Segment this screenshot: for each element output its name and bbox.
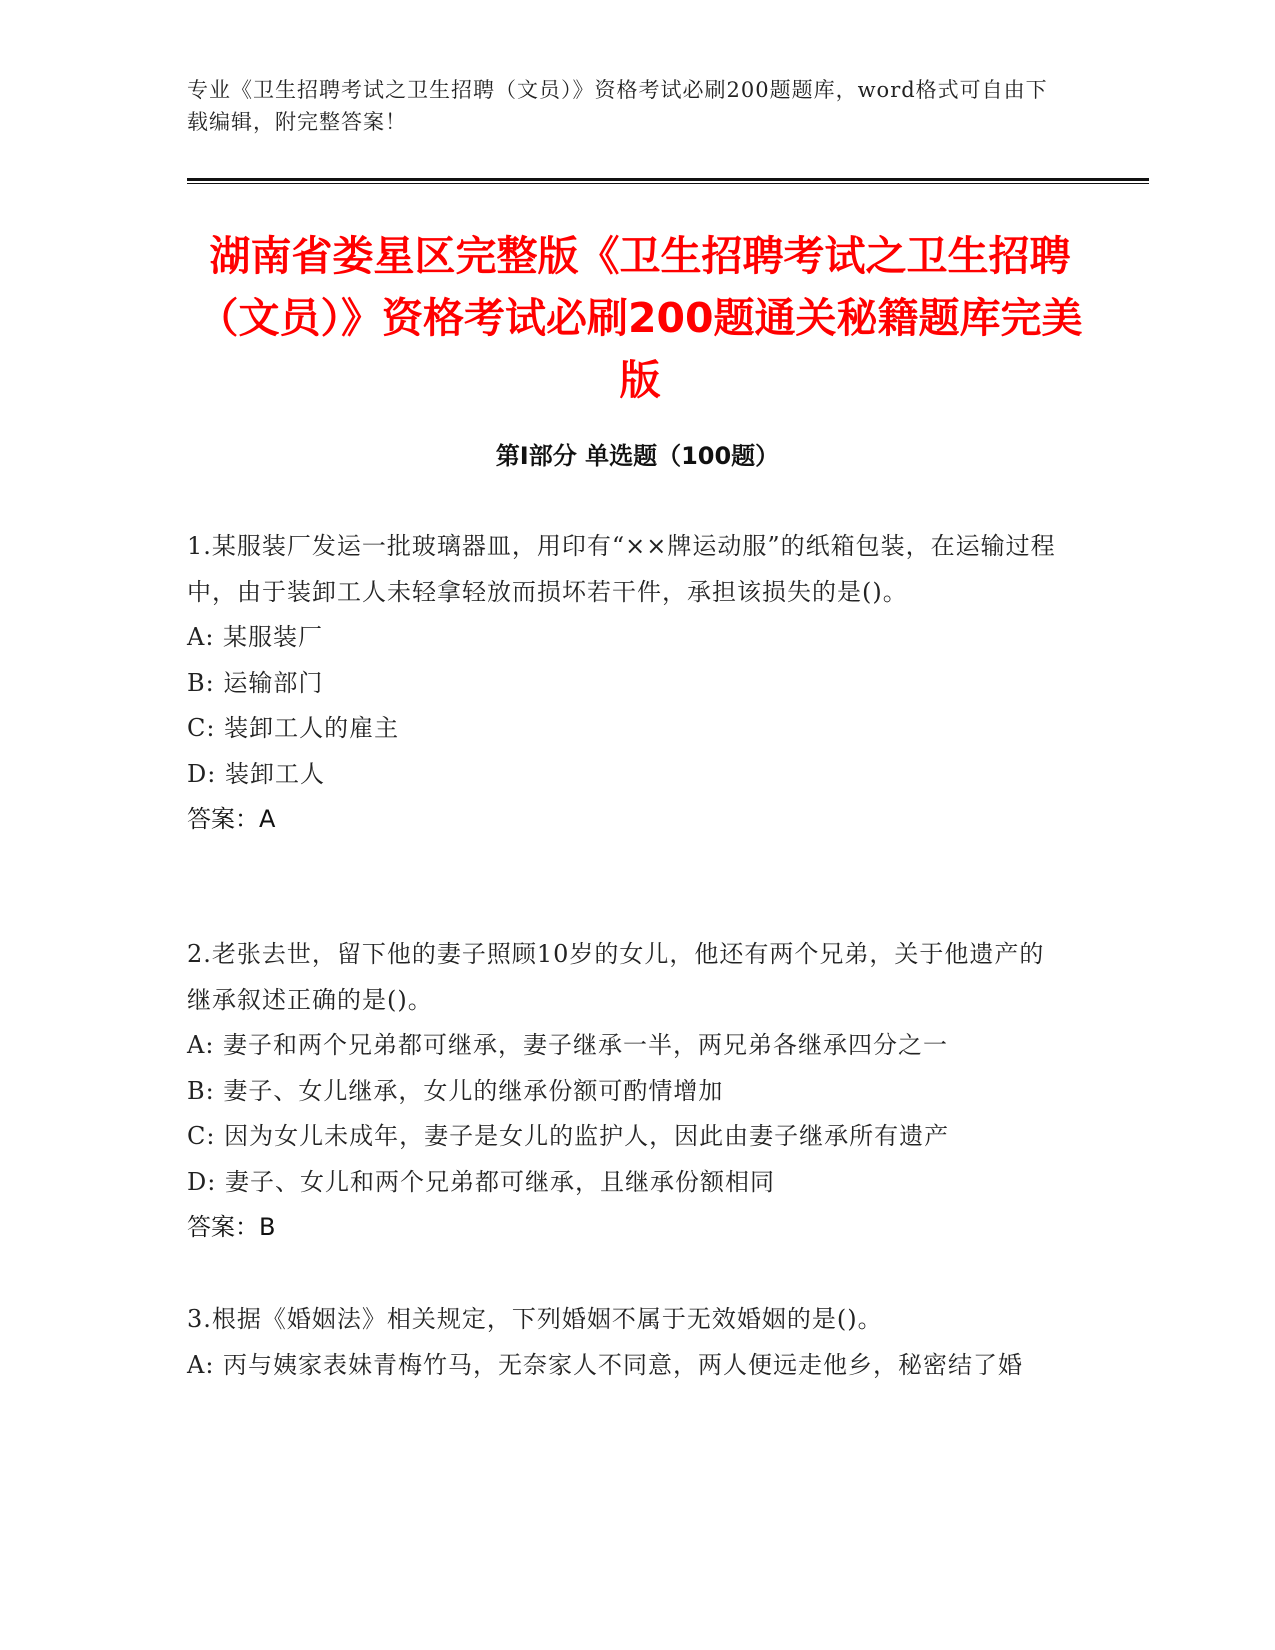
option-d: D: 装卸工人 xyxy=(187,759,325,788)
option-d: D: 妻子、女儿和两个兄弟都可继承，且继承份额相同 xyxy=(187,1167,775,1196)
question-stem: 1.某服装厂发运一批玻璃器皿，用印有“××牌运动服”的纸箱包装，在运输过程中，由于装卸工人未轻拿轻放而损坏若干件，承担该损失的是()。 xyxy=(187,532,1056,606)
question-stem: 2.老张去世，留下他的妻子照顾10岁的女儿，他还有两个兄弟，关于他遗产的继承叙述正确的是()。 xyxy=(187,940,1045,1014)
document-title: 湖南省娄星区完整版《卫生招聘考试之卫生招聘（文员）》资格考试必刷200题通关秘籍题库完美版 xyxy=(197,232,1083,404)
question-3 xyxy=(187,1297,1067,1388)
header-divider-thin xyxy=(187,183,1149,184)
header-divider-thick xyxy=(187,178,1149,181)
option-b: B: 妻子、女儿继承，女儿的继承份额可酌情增加 xyxy=(187,1076,724,1105)
section-heading: 第I部分 单选题（100题） xyxy=(495,442,780,470)
option-b: B: 运输部门 xyxy=(187,668,324,697)
answer-line: 答案：A xyxy=(187,805,276,833)
option-a: A: 丙与姨家表妹青梅竹马，无奈家人不同意，两人便远走他乡，秘密结了婚 xyxy=(187,1350,1024,1379)
header-note: 专业《卫生招聘考试之卫生招聘（文员）》资格考试必刷200题题库，word格式可自由下载编辑，附完整答案！ xyxy=(187,78,1048,134)
question-2 xyxy=(187,932,1067,1251)
answer-line: 答案：B xyxy=(187,1213,276,1241)
question-1 xyxy=(187,524,1067,843)
option-a: A: 妻子和两个兄弟都可继承，妻子继承一半，两兄弟各继承四分之一 xyxy=(187,1031,949,1059)
question-stem: 3.根据《婚姻法》相关规定，下列婚姻不属于无效婚姻的是()。 xyxy=(187,1305,883,1333)
option-c: C: 装卸工人的雇主 xyxy=(187,714,400,742)
option-c: C: 因为女儿未成年，妻子是女儿的监护人，因此由妻子继承所有遗产 xyxy=(187,1122,950,1150)
option-a: A: 某服装厂 xyxy=(187,623,324,651)
